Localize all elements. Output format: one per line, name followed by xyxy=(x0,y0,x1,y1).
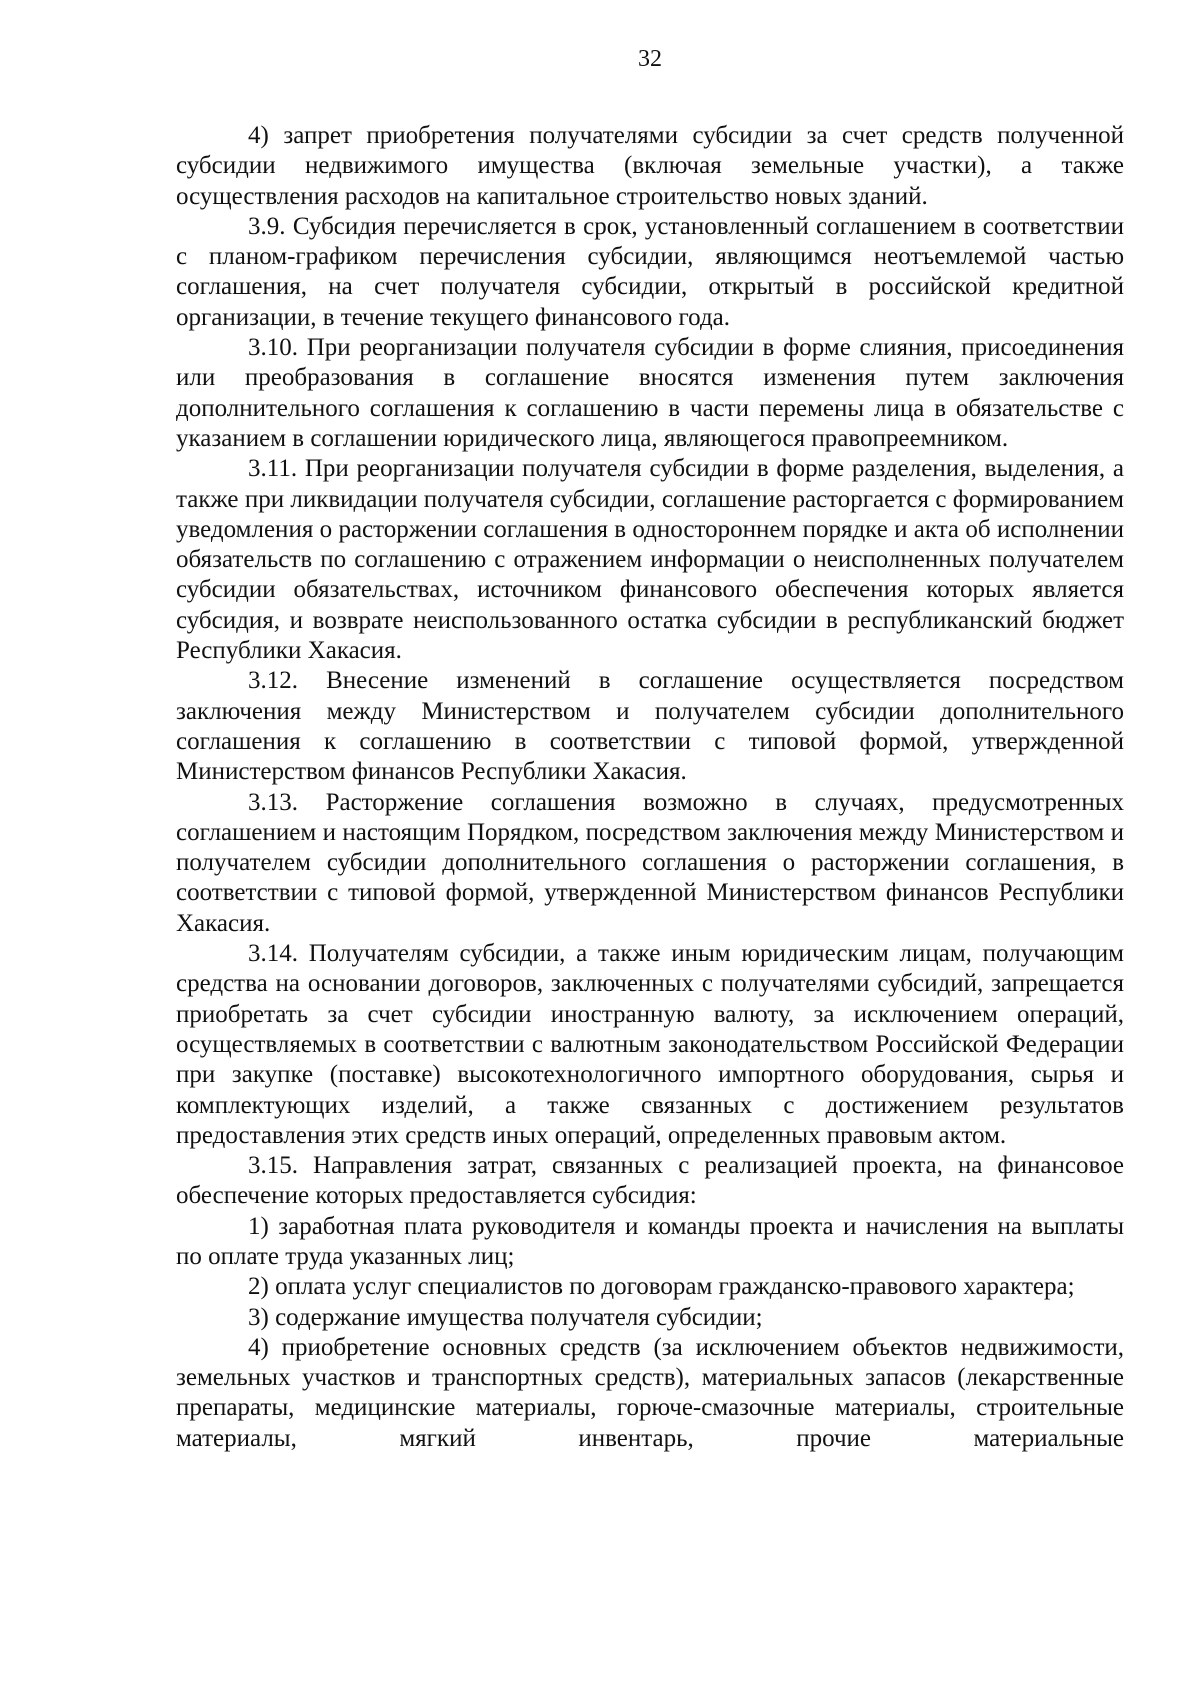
paragraph-3-14: 3.14. Получателям субсидии, а также иным юридическим лицам, получающим средства на основании договоров, заключенных с получателями субсидий, запрещается приобретать за счет субсидии иностранную валюту, за исключением операций, осуществляемых в соответствии с валютным законодательством Российской Федерации при закупке (поставке) высокотехнологичного импортного оборудования, сырья и комплектующих изделий, а также связанных с достижением результатов предоставления этих средств иных операций, определенных правовым актом. xyxy=(176,940,1124,1149)
paragraph-item-4-restriction: 4) запрет приобретения получателями субсидии за счет средств полученной субсидии недвижимого имущества (включая земельные участки), а также осуществления расходов на капитальное строительство новых зданий. xyxy=(176,122,1124,210)
page-number: 32 xyxy=(638,46,662,72)
document-page xyxy=(176,44,1124,1454)
list-item-4: 4) приобретение основных средств (за исключением объектов недвижимости, земельных участков и транспортных средств), материальных запасов (лекарственные препараты, медицинские материалы, горюче-смазочные материалы, строительные материалы, мягкий инвентарь, прочие материальные xyxy=(176,1333,1124,1452)
paragraph-3-12: 3.12. Внесение изменений в соглашение осуществляется посредством заключения между Министерством и получателем субсидии дополнительного соглашения к соглашению в соответствии с типовой формой, утвержденной Министерством финансов Республики Хакасия. xyxy=(176,667,1124,786)
paragraph-3-11: 3.11. При реорганизации получателя субсидии в форме разделения, выделения, а также при ликвидации получателя субсидии, соглашение расторгается с формированием уведомления о расторжении соглашения в одностороннем порядке и акта об исполнении обязательств по соглашению с отражением информации о неисполненных получателем субсидии обязательствах, источником финансового обеспечения которых является субсидия, и возврате неиспользованного остатка субсидии в республиканский бюджет Республики Хакасия. xyxy=(176,455,1124,665)
list-item-3: 3) содержание имущества получателя субсидии; xyxy=(248,1303,763,1331)
paragraph-3-9: 3.9. Субсидия перечисляется в срок, установленный соглашением в соответствии с планом-графиком перечисления субсидии, являющимся неотъемлемой частью соглашения, на счет получателя субсидии, открытый в российской кредитной организации, в течение текущего финансового года. xyxy=(176,212,1124,331)
paragraph-3-10: 3.10. При реорганизации получателя субсидии в форме слияния, присоединения или преобразования в соглашение вносятся изменения путем заключения дополнительного соглашения к соглашению в части перемены лица в обязательстве с указанием в соглашении юридического лица, являющегося правопреемником. xyxy=(176,334,1124,452)
list-item-1: 1) заработная плата руководителя и команды проекта и начисления на выплаты по оплате труда указанных лиц; xyxy=(176,1212,1124,1270)
list-item-2: 2) оплата услуг специалистов по договорам гражданско-правового характера; xyxy=(248,1273,1075,1301)
paragraph-3-13: 3.13. Расторжение соглашения возможно в случаях, предусмотренных соглашением и настоящим Порядком, посредством заключения между Министерством и получателем субсидии дополнительного соглашения о расторжении соглашения, в соответствии с типовой формой, утвержденной Министерством финансов Республики Хакасия. xyxy=(176,788,1124,937)
paragraph-3-15: 3.15. Направления затрат, связанных с реализацией проекта, на финансовое обеспечение которых предоставляется субсидия: xyxy=(176,1152,1124,1210)
